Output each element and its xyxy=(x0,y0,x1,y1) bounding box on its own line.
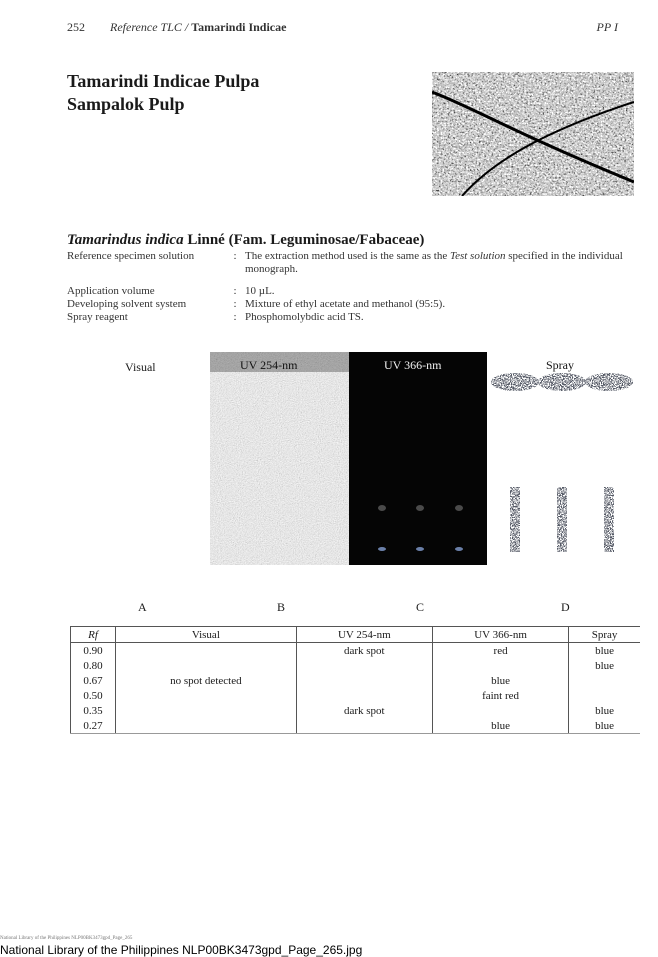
spec-reference xyxy=(67,250,627,276)
page-number: 252 xyxy=(67,20,85,34)
col-header-uv254: UV 254-nm xyxy=(296,627,432,643)
uv366-spot xyxy=(455,505,463,511)
rf-cell: 0.80 xyxy=(71,658,116,673)
spec-spray xyxy=(67,311,627,324)
uv366-spot xyxy=(416,547,424,551)
visual-cell xyxy=(116,703,297,718)
rf-cell: 0.27 xyxy=(71,718,116,734)
uv254-cell xyxy=(296,673,432,688)
running-title-monograph: Tamarindi Indicae xyxy=(191,20,287,34)
uv366-spot xyxy=(416,505,424,511)
uv366-spot xyxy=(378,505,386,511)
plate-label-uv366: UV 366-nm xyxy=(384,358,442,372)
track-label-a: A xyxy=(138,600,147,614)
spec-label: Application volume xyxy=(67,285,155,297)
rf-table xyxy=(70,626,640,734)
uv254-cell: dark spot xyxy=(296,643,432,659)
spec-label: Developing solvent system xyxy=(67,298,187,310)
table-row xyxy=(71,658,641,673)
running-title-ref: Reference TLC / xyxy=(110,20,189,34)
spec-colon: : xyxy=(233,298,237,310)
rf-cell: 0.90 xyxy=(71,643,116,659)
page-code: PP I xyxy=(596,20,618,34)
uv366-cell: red xyxy=(432,643,568,659)
spec-label: Spray reagent xyxy=(67,311,128,323)
scan-footer: National Library of the Philippines NLP00BK3473gpd_Page_265.jpg xyxy=(0,943,363,957)
spec-solvent xyxy=(67,298,627,311)
col-header-uv366: UV 366-nm xyxy=(432,627,568,643)
track-label-d: D xyxy=(561,600,570,614)
visual-cell: no spot detected xyxy=(116,673,297,688)
monograph-title xyxy=(67,70,259,116)
plant-photo xyxy=(432,72,634,196)
species-heading xyxy=(67,232,424,249)
spray-cell: blue xyxy=(569,703,640,718)
spec-value: Mixture of ethyl acetate and methanol (95:5). xyxy=(245,298,446,310)
uv254-cell xyxy=(296,658,432,673)
species-family: Linné (Fam. Leguminosae/Fabaceae) xyxy=(187,232,425,248)
spray-band xyxy=(538,373,586,391)
spec-label: Reference specimen solution xyxy=(67,250,195,262)
uv366-cell: blue xyxy=(432,718,568,734)
visual-cell xyxy=(116,643,297,659)
species-latin: Tamarindus indica xyxy=(67,232,184,248)
plate-label-visual: Visual xyxy=(125,360,156,374)
table-row xyxy=(71,703,641,718)
spec-value: 10 µL. xyxy=(245,285,275,297)
col-header-rf: Rf xyxy=(71,627,116,643)
spray-cell: blue xyxy=(569,658,640,673)
track-label-b: B xyxy=(277,600,286,614)
spray-streak xyxy=(557,487,567,552)
visual-cell xyxy=(116,688,297,703)
spray-streak xyxy=(510,487,520,552)
spray-streak xyxy=(604,487,614,552)
spray-cell xyxy=(569,688,640,703)
spec-application xyxy=(67,285,627,298)
visual-cell xyxy=(116,718,297,734)
uv366-cell xyxy=(432,658,568,673)
spec-value: The extraction method used is the same as the Test solution specified in the individual monograph. xyxy=(245,250,623,275)
spray-band xyxy=(585,373,633,391)
uv254-cell xyxy=(296,718,432,734)
uv366-spot xyxy=(455,547,463,551)
uv366-cell: faint red xyxy=(432,688,568,703)
title-latin: Tamarindi Indicae Pulpa xyxy=(67,71,260,91)
spray-cell: blue xyxy=(569,643,640,659)
title-common: Sampalok Pulp xyxy=(67,94,185,114)
col-header-spray: Spray xyxy=(569,627,640,643)
uv366-cell xyxy=(432,703,568,718)
spec-value: Phosphomolybdic acid TS. xyxy=(245,311,364,323)
running-header xyxy=(67,20,286,35)
tlc-specifications xyxy=(67,250,627,324)
visual-cell xyxy=(116,658,297,673)
spec-colon: : xyxy=(233,285,237,297)
plate-label-spray: Spray xyxy=(546,358,574,372)
rf-table-header xyxy=(71,627,641,643)
spec-colon: : xyxy=(233,311,237,323)
col-header-visual: Visual xyxy=(116,627,297,643)
table-row xyxy=(71,718,641,734)
uv254-cell: dark spot xyxy=(296,703,432,718)
uv254-cell xyxy=(296,688,432,703)
tlc-plate-uv254 xyxy=(210,352,350,565)
table-row xyxy=(71,673,641,688)
table-row xyxy=(71,643,641,659)
spec-colon: : xyxy=(233,250,237,262)
track-label-c: C xyxy=(416,600,425,614)
uv366-spot xyxy=(378,547,386,551)
spray-cell xyxy=(569,673,640,688)
rf-cell: 0.35 xyxy=(71,703,116,718)
spray-band xyxy=(491,373,539,391)
uv366-cell: blue xyxy=(432,673,568,688)
plate-label-uv254: UV 254-nm xyxy=(240,358,298,372)
scan-fine-print: National Library of the Philippines NLP00BK3473gpd_Page_265 xyxy=(0,936,133,941)
tlc-plate-uv366 xyxy=(349,352,487,565)
tlc-plate-spray xyxy=(487,352,637,565)
spray-cell: blue xyxy=(569,718,640,734)
table-row xyxy=(71,688,641,703)
rf-cell: 0.50 xyxy=(71,688,116,703)
rf-cell: 0.67 xyxy=(71,673,116,688)
